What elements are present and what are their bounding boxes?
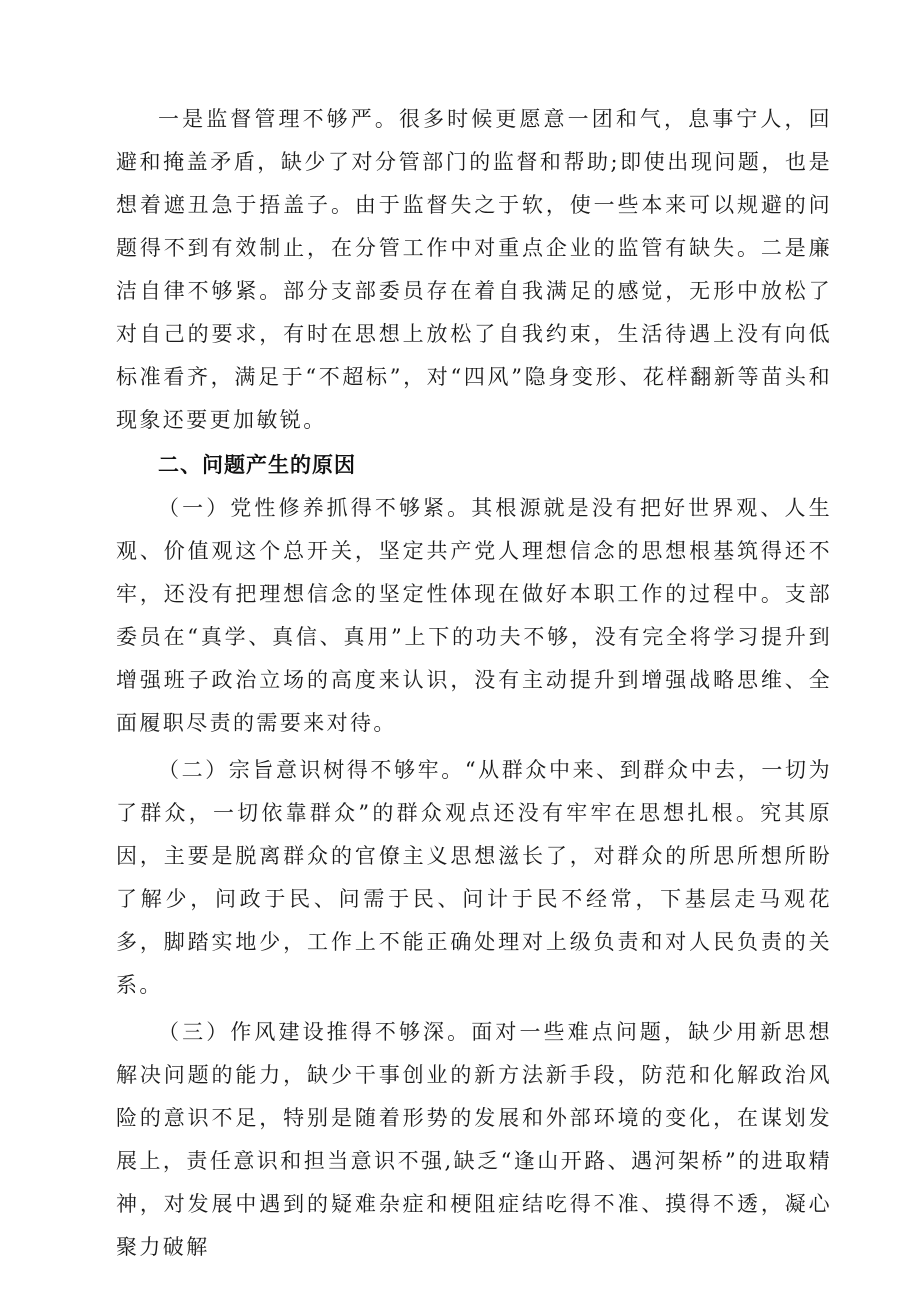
section-heading-causes: 二、问题产生的原因	[158, 453, 356, 477]
document-body	[116, 98, 832, 1269]
paragraph-party-cultivation: （一）党性修养抓得不够紧。其根源就是没有把好世界观、人生观、价值观这个总开关，坚定共产党人理想信念的思想根基筑得还不牢，还没有把理想信念的坚定性体现在做好本职工作的过程中。支部委员在“真学、真信、真用”上下的功夫不够，没有完全将学习提升到增强班子政治立场的高度来认识，没有主动提升到增强战略思维、全面履职尽责的需要来对待。	[116, 496, 832, 735]
paragraph-work-style: （三）作风建设推得不够深。面对一些难点问题，缺少用新思想解决问题的能力，缺少干事创业的新方法新手段，防范和化解政治风险的意识不足，特别是随着形势的发展和外部环境的变化，在谋划发展上，责任意识和担当意识不强,缺乏“逢山开路、遇河架桥”的进取精神，对发展中遇到的疑难杂症和梗阻症结吃得不准、摸得不透，凝心聚力破解	[116, 1020, 832, 1259]
paragraph-supervision-discipline: 一是监督管理不够严。很多时候更愿意一团和气，息事宁人，回避和掩盖矛盾，缺少了对分管部门的监督和帮助;即使出现问题，也是想着遮丑急于捂盖子。由于监督失之于软，使一些本来可以规避的问题得不到有效制止，在分管工作中对重点企业的监管有缺失。二是廉洁自律不够紧。部分支部委员存在着自我满足的感觉，无形中放松了对自己的要求，有时在思想上放松了自我约束，生活待遇上没有向低标准看齐，满足于“不超标”，对“四风”隐身变形、花样翻新等苗头和现象还要更加敏锐。	[116, 107, 832, 432]
paragraph-purpose-awareness: （二）宗旨意识树得不够牢。“从群众中来、到群众中去，一切为了群众，一切依靠群众”的群众观点还没有牢牢在思想扎根。究其原因，主要是脱离群众的官僚主义思想滋长了，对群众的所思所想所盼了解少，问政于民、问需于民、问计于民不经常，下基层走马观花多，脚踏实地少，工作上不能正确处理对上级负责和对人民负责的关系。	[116, 758, 832, 997]
